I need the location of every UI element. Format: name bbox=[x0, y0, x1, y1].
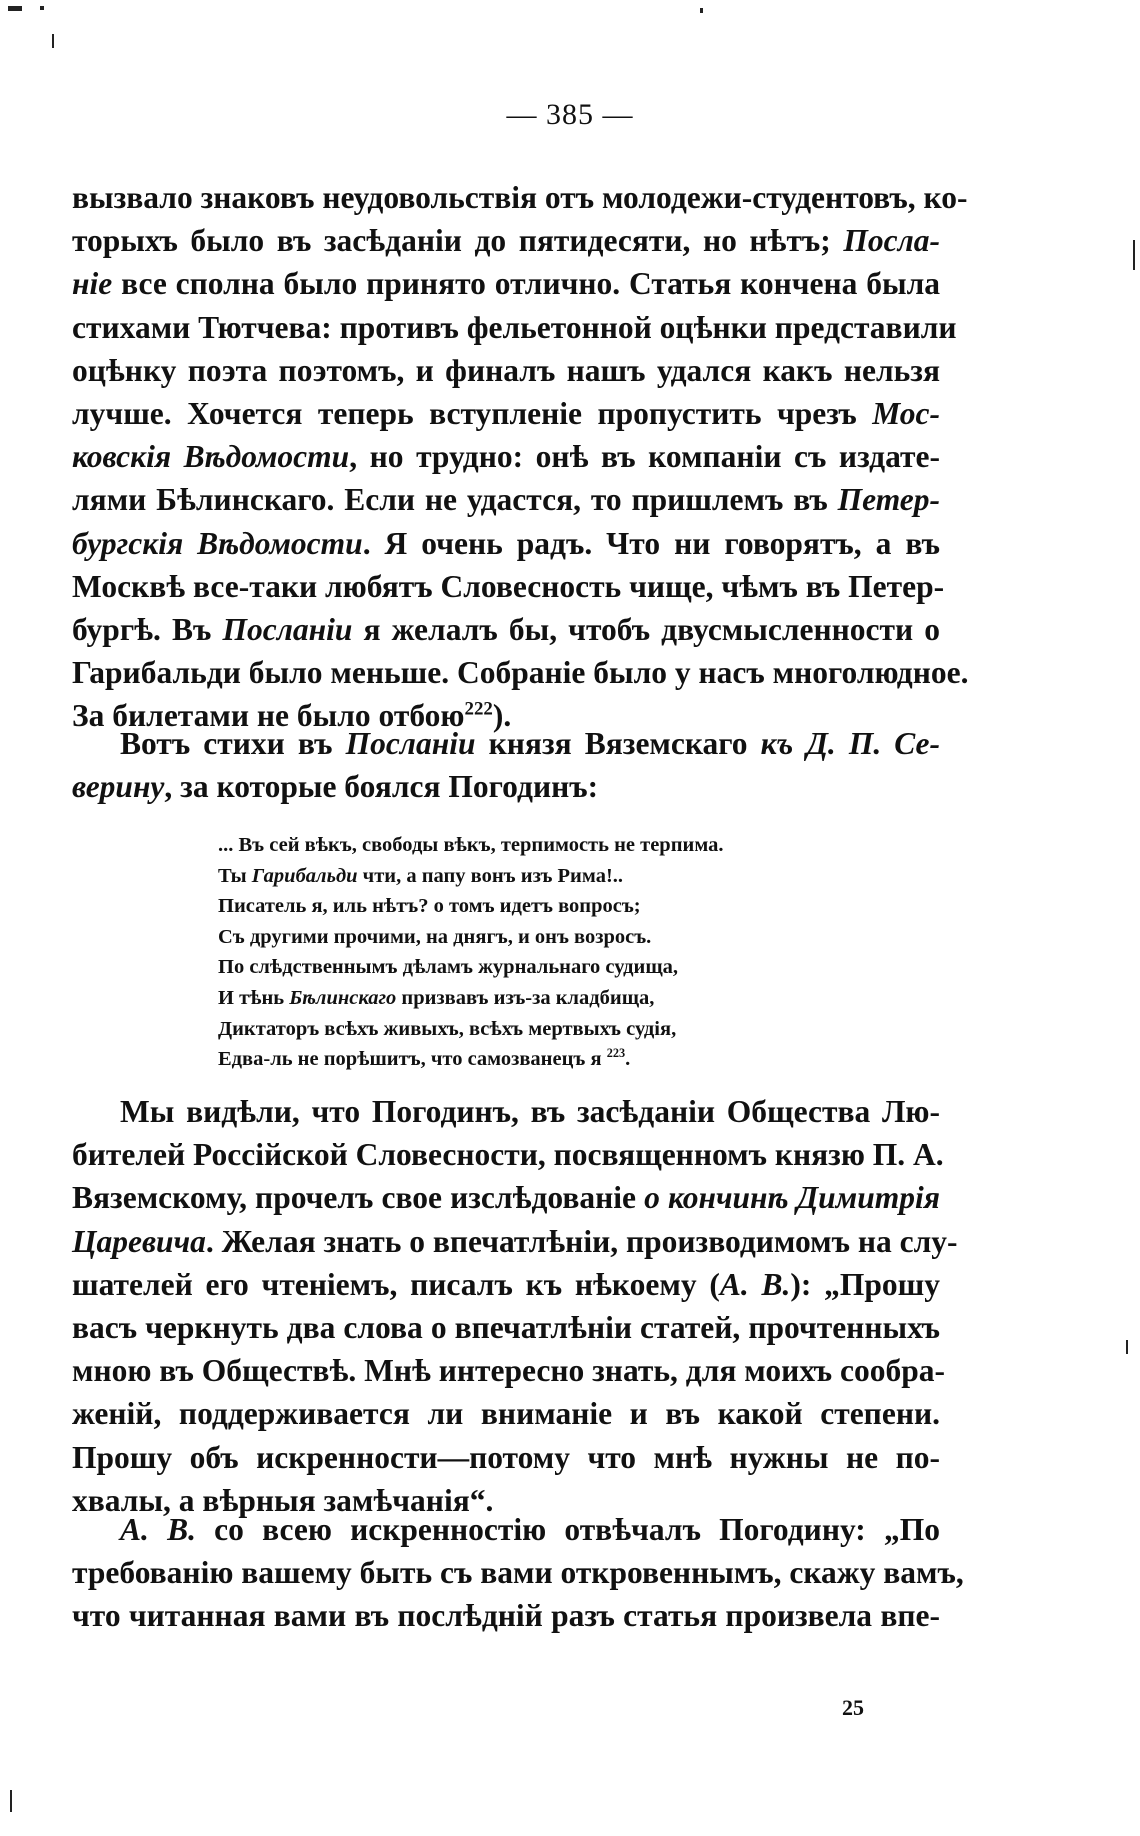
text-line: ковскія Вѣдомости, но трудно: онѣ въ компаніи съ издате- bbox=[72, 439, 940, 475]
verse-line: По слѣдственнымъ дѣламъ журнальнаго судища, bbox=[218, 956, 679, 979]
verse-line: Едва-ль не порѣшитъ, что самозванецъ я $^{223}$. bbox=[218, 1046, 631, 1071]
text-line: оцѣнку поэта поэтомъ, и финалъ нашъ удался какъ нельзя bbox=[72, 352, 940, 388]
text-line: Москвѣ все-таки любятъ Словесность чище, чѣмъ въ Петер- bbox=[72, 568, 945, 604]
text-line: Прошу объ искренности—потому что мнѣ нужны не по- bbox=[72, 1439, 940, 1475]
text-line: бителей Россійской Словесности, посвященномъ князю П. А. bbox=[72, 1137, 944, 1173]
text-line: Вотъ стихи въ Посланіи князя Вяземскаго къ Д. П. Се- bbox=[120, 726, 940, 761]
text-line: васъ черкнуть два слова о впечатлѣніи статей, прочтенныхъ bbox=[72, 1310, 940, 1346]
verse-line: Диктаторъ всѣхъ живыхъ, всѣхъ мертвыхъ судія, bbox=[218, 1017, 677, 1040]
verse-quotation bbox=[218, 830, 818, 1075]
text-line: лями Бѣлинскаго. Если не удастся, то пришлемъ въ Петер- bbox=[72, 482, 940, 518]
text-line: А. В. со всею искренностію отвѣчалъ Погодину: „По bbox=[120, 1512, 940, 1547]
scan-speck bbox=[40, 6, 44, 10]
verse-line: Писатель я, иль нѣтъ? о томъ идетъ вопросъ; bbox=[218, 895, 641, 918]
scan-speck bbox=[700, 8, 703, 13]
text-line: женій, поддерживается ли вниманіе и въ какой степени. bbox=[72, 1396, 940, 1432]
text-line: вызвало знаковъ неудовольствія отъ молодежи-студентовъ, ко- bbox=[72, 180, 968, 215]
verse-line: Съ другими прочими, на днягъ, и онъ возросъ. bbox=[218, 925, 652, 948]
scan-speck bbox=[52, 34, 54, 48]
text-line: бургѣ. Въ Посланіи я желалъ бы, чтобъ двусмысленности о bbox=[72, 612, 940, 648]
paragraph-pogodin-study bbox=[72, 1090, 958, 1522]
text-line: нiе все сполна было принято отлично. Статья кончена была bbox=[72, 266, 940, 302]
text-line: Мы видѣли, что Погодинъ, въ засѣданіи Общества Лю- bbox=[120, 1094, 940, 1129]
text-line: лучше. Хочется теперь вступленіе пропустить чрезъ Мос- bbox=[72, 396, 940, 432]
footnote-ref: 223 bbox=[606, 1046, 626, 1061]
text-line: шателей его чтеніемъ, писалъ къ нѣкоему (А. В.): „Прошу bbox=[72, 1266, 940, 1302]
text-line: что читанная вами въ послѣдній разъ статья произвела впе- bbox=[72, 1598, 940, 1634]
verse-line: Ты Гарибальди чти, а папу вонъ изъ Рима!.. bbox=[218, 864, 624, 887]
paragraph-reply bbox=[72, 1508, 964, 1638]
text-line: Вяземскому, прочелъ свое изслѣдованіе о кончинѣ Димитрія bbox=[72, 1180, 941, 1216]
text-line: верину, за которые боялся Погодинъ: bbox=[72, 769, 599, 805]
scan-speck bbox=[8, 6, 22, 11]
scan-speck bbox=[1126, 1340, 1128, 1354]
text-line: требованію вашему быть съ вами откровеннымъ, скажу вамъ, bbox=[72, 1555, 964, 1591]
page-number: — 385 — bbox=[506, 98, 634, 131]
verse-line: ... Въ сей вѣкъ, свободы вѣкъ, терпимость не терпима. bbox=[218, 834, 724, 856]
verse-line: И тѣнь Бѣлинскаго призвавъ изъ-за кладбища, bbox=[218, 986, 655, 1009]
paragraph-continuation bbox=[72, 176, 969, 738]
text-line: торыхъ было въ засѣданіи до пятидесяти, но нѣтъ; Посла- bbox=[72, 223, 940, 259]
text-line: Царевича. Желая знать о впечатлѣніи, производимомъ на слу- bbox=[72, 1223, 958, 1259]
scan-speck bbox=[1133, 240, 1135, 270]
scan-speck bbox=[10, 1790, 12, 1812]
printer-signature: 25 bbox=[842, 1695, 864, 1720]
text-line: стихами Тютчева: противъ фельетонной оцѣнки представили bbox=[72, 309, 957, 345]
text-line: За билетами не было отбою$^{222}$). bbox=[72, 698, 512, 734]
footnote-ref: 222 bbox=[464, 698, 493, 720]
text-line: хвалы, а вѣрныя замѣчанія“. bbox=[72, 1482, 494, 1518]
text-line: бургскія Вѣдомости. Я очень радъ. Что ни говорятъ, а въ bbox=[72, 525, 940, 561]
text-line: Гарибальди было меньше. Собраніе было у насъ многолюдное. bbox=[72, 655, 969, 691]
text-line: мною въ Обществѣ. Мнѣ интересно знать, для моихъ сообра- bbox=[72, 1353, 946, 1389]
paragraph-intro-verse bbox=[72, 722, 940, 808]
